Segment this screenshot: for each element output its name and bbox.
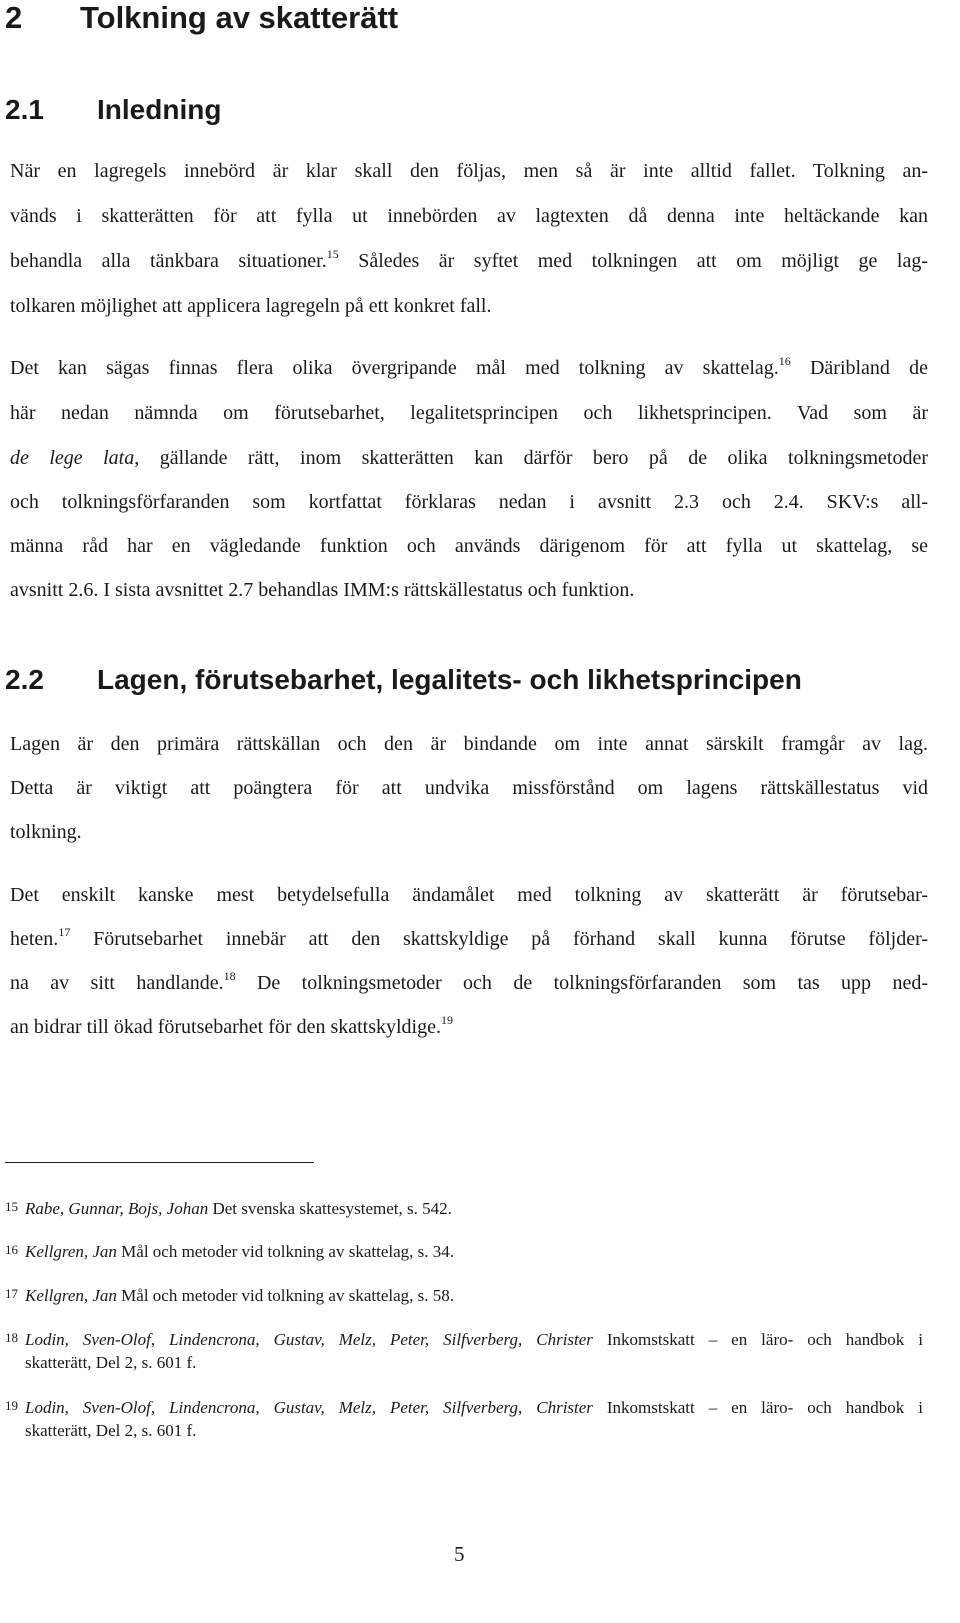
footnote-author: Rabe, Gunnar, Bojs, Johan	[25, 1199, 209, 1218]
section-heading-2-2	[5, 664, 802, 696]
footnote-number: 17	[5, 1286, 18, 1301]
text-line	[10, 354, 928, 380]
text-segment: Således är syftet med tolkningen att om möjligt ge lag-	[338, 250, 928, 272]
text-segment: Det kan sägas finnas flera olika övergripande mål med tolkning av skattelag.	[10, 357, 779, 379]
footnote-text	[25, 1398, 923, 1418]
section-title: Lagen, förutsebarhet, legalitets- och likhetsprincipen	[97, 664, 802, 695]
chapter-number: 2	[5, 0, 23, 35]
text-segment: De tolkningsmetoder och de tolkningsförfaranden som tas upp ned-	[235, 972, 928, 994]
footnote-title: Mål och metoder vid tolkning av skattelag, s. 34.	[116, 1242, 455, 1261]
text-line: tolkning.	[10, 821, 82, 843]
footnote-author: Lodin, Sven-Olof, Lindencrona, Gustav, Melz, Peter, Silfverberg, Christer	[25, 1398, 593, 1417]
footnote-ref-17[interactable]: 17	[58, 925, 71, 939]
footnote-text-continued: skatterätt, Del 2, s. 601 f.	[25, 1421, 197, 1440]
text-line	[10, 969, 928, 995]
latin-term: de lege lata	[10, 447, 135, 469]
footnote-number: 16	[5, 1242, 18, 1257]
footnote-ref-16[interactable]: 16	[778, 354, 791, 368]
chapter-title: Tolkning av skatterätt	[80, 0, 399, 35]
text-line	[10, 247, 928, 273]
footnote-author: Kellgren, Jan	[25, 1286, 117, 1305]
text-line: avsnitt 2.6. I sista avsnittet 2.7 behandlas IMM:s rättskällestatus och funktion.	[10, 579, 635, 601]
footnote-title: Inkomstskatt – en läro- och handbok i	[592, 1330, 923, 1349]
footnote-title: Det svenska skattesystemet, s. 542.	[208, 1199, 452, 1218]
text-segment: , gällande rätt, inom skatterätten kan därför bero på de olika tolkningsmetoder	[134, 447, 928, 469]
footnote-author: Kellgren, Jan	[25, 1242, 117, 1261]
footnote-text-continued: skatterätt, Del 2, s. 601 f.	[25, 1353, 197, 1372]
text-line: Det enskilt kanske mest betydelsefulla ändamålet med tolkning av skatterätt är förutsebar-	[10, 884, 928, 906]
section-heading-2-1	[5, 94, 221, 126]
text-segment: an bidrar till ökad förutsebarhet för den skattskyldige.	[10, 1016, 441, 1038]
footnote-text	[25, 1286, 454, 1306]
text-segment: Däribland de	[790, 357, 928, 379]
footnote-number: 15	[5, 1199, 18, 1214]
text-line: Lagen är den primära rättskällan och den är bindande om inte annat särskilt framgår av lag.	[10, 733, 928, 755]
footnote-text	[25, 1330, 923, 1350]
text-segment: Förutsebarhet innebär att den skattskyldige på förhand skall kunna förutse följder-	[70, 928, 928, 950]
footnote-text	[25, 1242, 454, 1262]
section-number: 2.2	[5, 664, 44, 695]
text-line	[10, 1013, 928, 1039]
footnote-number: 19	[5, 1398, 18, 1413]
text-line: och tolkningsförfaranden som kortfattat förklaras nedan i avsnitt 2.3 och 2.4. SKV:s all-	[10, 491, 928, 513]
section-title: Inledning	[97, 94, 222, 125]
footnote-ref-19[interactable]: 19	[441, 1013, 453, 1027]
footnote-ref-18[interactable]: 18	[223, 969, 236, 983]
page-number: 5	[454, 1542, 465, 1566]
text-line: vänds i skatterätten för att fylla ut innebörden av lagtexten då denna inte heltäckande kan	[10, 205, 928, 227]
text-line: När en lagregels innebörd är klar skall den följas, men så är inte alltid fallet. Tolkning an-	[10, 160, 928, 182]
text-line: tolkaren möjlighet att applicera lagregeln på ett konkret fall.	[10, 295, 492, 317]
text-line: männa råd har en vägledande funktion och används därigenom för att fylla ut skattelag, se	[10, 535, 928, 557]
text-line	[10, 447, 928, 470]
text-line: Detta är viktigt att poängtera för att undvika missförstånd om lagens rättskällestatus vid	[10, 777, 928, 799]
footnote-text	[25, 1199, 452, 1219]
section-number: 2.1	[5, 94, 44, 125]
footnote-title: Inkomstskatt – en läro- och handbok i	[592, 1398, 923, 1417]
footnote-number: 18	[5, 1330, 18, 1345]
footnote-title: Mål och metoder vid tolkning av skattelag, s. 58.	[116, 1286, 455, 1305]
footnote-ref-15[interactable]: 15	[326, 247, 339, 261]
footnote-author: Lodin, Sven-Olof, Lindencrona, Gustav, Melz, Peter, Silfverberg, Christer	[25, 1330, 593, 1349]
text-line	[10, 925, 928, 951]
text-line: här nedan nämnda om förutsebarhet, legalitetsprincipen och likhetsprincipen. Vad som är	[10, 402, 928, 424]
footnote-separator	[5, 1162, 314, 1163]
chapter-heading	[5, 0, 398, 36]
text-segment: heten.	[10, 928, 59, 950]
text-segment: behandla alla tänkbara situationer.	[10, 250, 327, 272]
text-segment: na av sitt handlande.	[10, 972, 224, 994]
